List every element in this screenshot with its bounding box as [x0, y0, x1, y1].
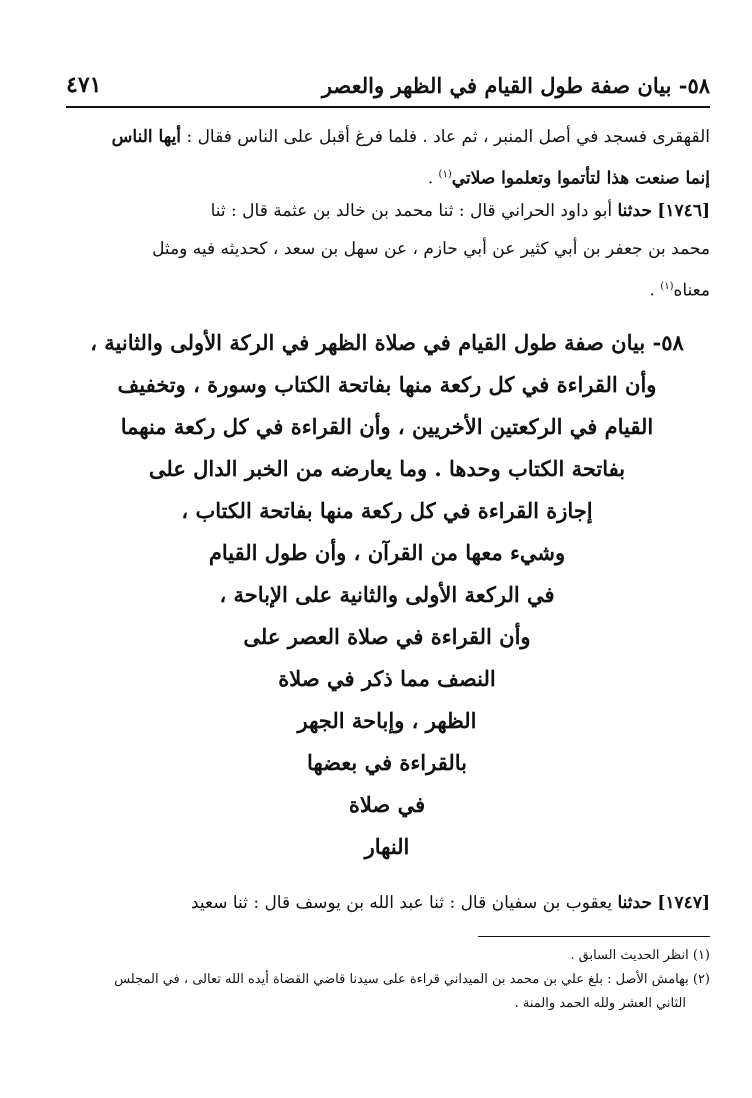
footnote-2: (٢) بهامش الأصل : بلغ علي بن محمد بن الميداني قراءة على سيدنا قاضي القضاة أيده الله تعالى ، في المجلس: [114, 972, 710, 987]
heading-line: وشيء معها من القرآن ، وأن طول القيام: [208, 540, 566, 565]
bold-phrase: أيها الناس: [111, 127, 182, 147]
footnote-ref: (١): [438, 169, 452, 180]
paragraph-line: [66, 118, 710, 156]
hadith-1747: [66, 884, 710, 922]
paragraph-line: [66, 192, 710, 230]
heading-line: في الركعة الأولى والثانية على الإباحة ،: [219, 582, 555, 607]
text-run: .: [649, 280, 661, 301]
paragraph-line: [66, 230, 710, 268]
chapter-heading: [60, 322, 714, 868]
text-run: يعقوب بن سفيان قال : ثنا عبد الله بن يوسف قال : ثنا سعيد: [190, 893, 613, 913]
hadith-number: [١٧٤٦]: [657, 201, 710, 221]
bold-phrase: إنما صنعت هذا لتأتموا وتعلموا صلاتي: [451, 168, 710, 189]
hadith-1746: [66, 192, 710, 310]
paragraph-line: [66, 884, 710, 922]
footnote-separator: [478, 936, 710, 937]
text-run: أبو داود الحراني قال : ثنا محمد بن خالد بن عثمة قال : ثنا: [210, 201, 613, 221]
heading-line: النصف مما ذكر في صلاة: [278, 666, 496, 691]
heading-line: النهار: [364, 834, 410, 859]
footnote-2-continuation: الثاني العشر ولله الحمد والمنة .: [514, 996, 686, 1011]
heading-line: في صلاة: [348, 792, 426, 817]
text-run: معناه: [673, 280, 710, 301]
heading-line: وأن القراءة في كل ركعة منها بفاتحة الكتاب وسورة ، وتخفيف: [117, 372, 657, 397]
paragraph-continuation: [66, 118, 710, 198]
page-number: ٤٧١: [66, 72, 102, 98]
heading-line: وأن القراءة في صلاة العصر على: [243, 624, 531, 649]
hadith-number: [١٧٤٧]: [657, 893, 710, 913]
paragraph-line: [66, 268, 710, 310]
heading-line: ٥٨- بيان صفة طول القيام في صلاة الظهر في الركة الأولى والثانية ،: [90, 330, 684, 355]
heading-line: بالقراءة في بعضها: [307, 750, 467, 775]
header-rule: [66, 106, 710, 108]
text-run: محمد بن جعفر بن أبي كثير عن أبي حازم ، عن سهل بن سعد ، كحديثه فيه ومثل: [152, 239, 710, 259]
running-header: [66, 58, 710, 98]
heading-line: الظهر ، وإباحة الجهر: [297, 708, 477, 733]
footnote-ref: (١): [660, 281, 674, 292]
heading-line: إجازة القراءة في كل ركعة منها بفاتحة الكتاب ،: [181, 498, 593, 523]
hadith-opening: حدثنا: [617, 893, 652, 913]
text-run: .: [427, 168, 439, 189]
hadith-opening: حدثنا: [617, 201, 652, 221]
header-title: ٥٨- بيان صفة طول القيام في الظهر والعصر: [321, 73, 710, 98]
heading-line: بفاتحة الكتاب وحدها . وما يعارضه من الخبر الدال على: [148, 456, 626, 481]
footnotes: [60, 944, 710, 1016]
text-run: القهقرى فسجد في أصل المنبر ، ثم عاد . فلما فرغ أقبل على الناس فقال :: [186, 127, 710, 147]
heading-line: القيام في الركعتين الأخريين ، وأن القراءة في كل ركعة منهما: [120, 414, 654, 439]
footnote-1: (١) انظر الحديث السابق .: [570, 948, 710, 963]
